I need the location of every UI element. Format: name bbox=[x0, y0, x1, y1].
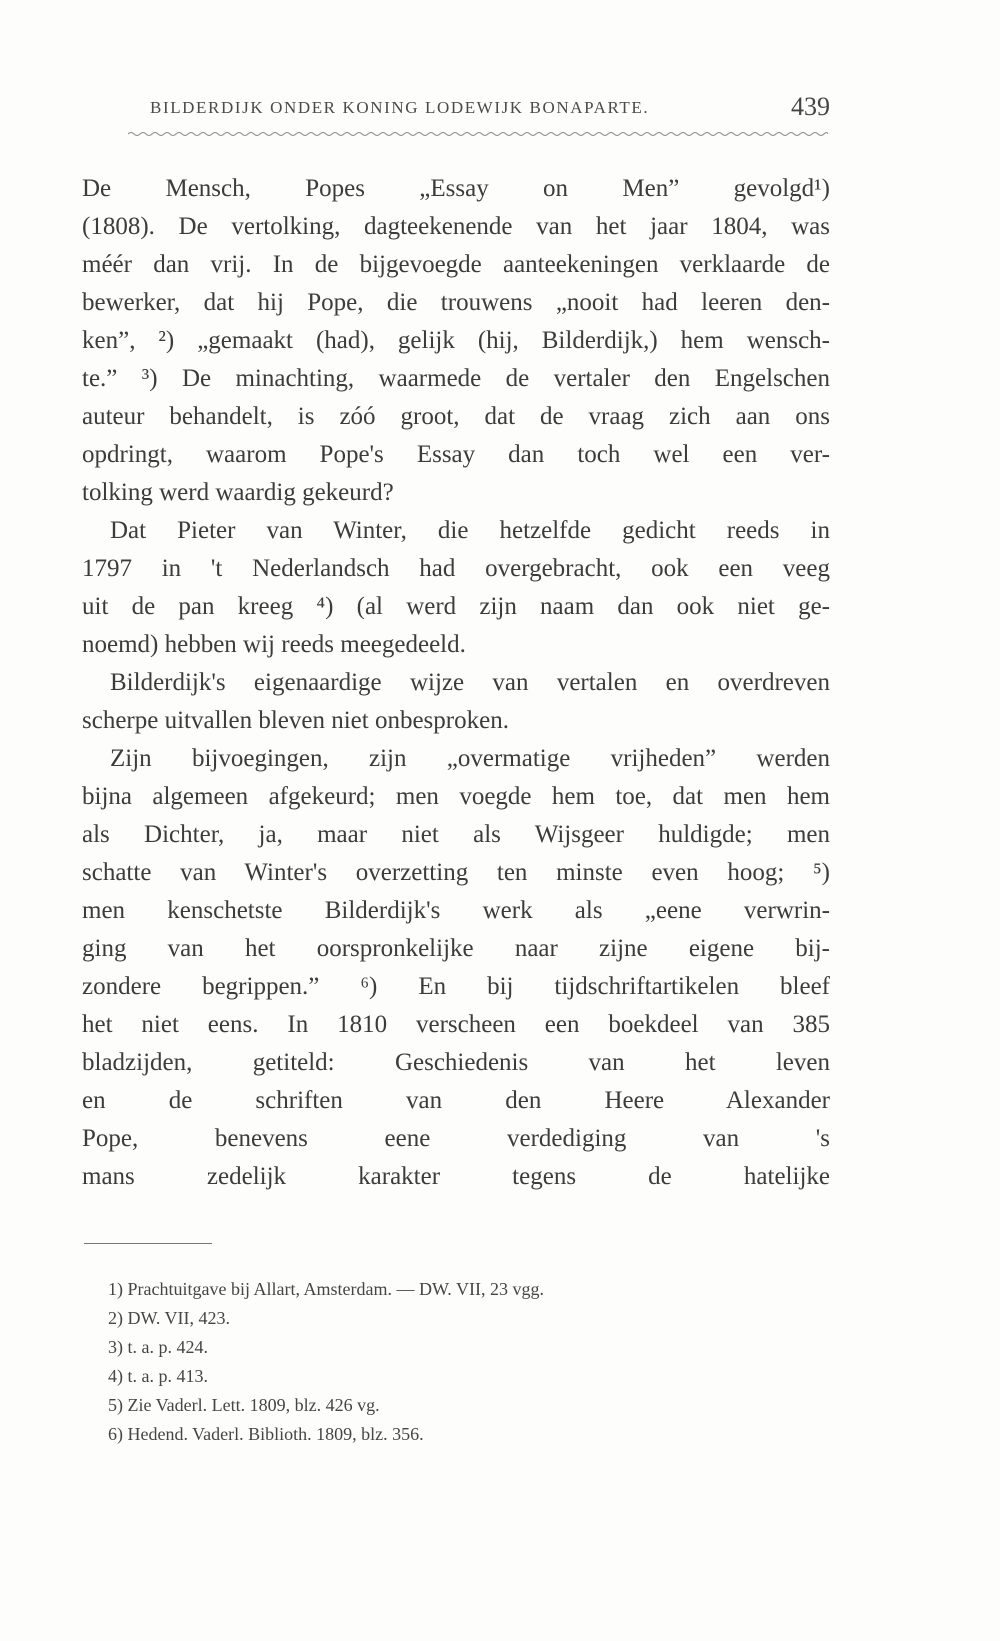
body-line: De Mensch, Popes „Essay on Men” gevolgd¹) bbox=[82, 175, 830, 202]
body-line: men kenschetste Bilderdijk's werk als „eene verwrin- bbox=[82, 897, 830, 924]
body-line: te.” ³) De minachting, waarmede de vertaler den Engelschen bbox=[82, 365, 830, 392]
body-text bbox=[82, 170, 830, 1196]
footnote: 6) Hedend. Vaderl. Biblioth. 1809, blz. 356. bbox=[108, 1424, 424, 1444]
page-number: 439 bbox=[791, 92, 830, 121]
body-line: en de schriften van den Heere Alexander bbox=[82, 1087, 830, 1114]
body-line: het niet eens. In 1810 verscheen een boekdeel van 385 bbox=[82, 1011, 830, 1038]
body-line: auteur behandelt, is zóó groot, dat de vraag zich aan ons bbox=[82, 403, 830, 430]
footnotes bbox=[108, 1275, 748, 1449]
body-line: méér dan vrij. In de bijgevoegde aanteekeningen verklaarde de bbox=[82, 251, 830, 278]
body-line: bewerker, dat hij Pope, die trouwens „nooit had leeren den- bbox=[82, 289, 830, 316]
body-line: uit de pan kreeg ⁴) (al werd zijn naam dan ook niet ge- bbox=[82, 593, 830, 620]
body-line: als Dichter, ja, maar niet als Wijsgeer huldigde; men bbox=[82, 821, 830, 848]
running-head bbox=[150, 92, 830, 132]
body-line: opdringt, waarom Pope's Essay dan toch wel een ver- bbox=[82, 441, 830, 468]
body-line: ken”, ²) „gemaakt (had), gelijk (hij, Bilderdijk,) hem wensch- bbox=[82, 327, 830, 354]
body-line: mans zedelijk karakter tegens de hatelijke bbox=[82, 1163, 830, 1190]
body-line: bijna algemeen afgekeurd; men voegde hem toe, dat men hem bbox=[82, 783, 830, 810]
body-line: bladzijden, getiteld: Geschiedenis van het leven bbox=[82, 1049, 830, 1076]
body-line: zondere begrippen.” ⁶) En bij tijdschriftartikelen bleef bbox=[82, 973, 830, 1000]
body-line: Dat Pieter van Winter, die hetzelfde gedicht reeds in bbox=[110, 517, 830, 544]
body-line: tolking werd waardig gekeurd? bbox=[82, 479, 394, 506]
body-line: (1808). De vertolking, dagteekenende van het jaar 1804, was bbox=[82, 213, 830, 240]
running-title: BILDERDIJK ONDER KONING LODEWIJK BONAPARTE. bbox=[150, 98, 650, 117]
header-ornamental-rule bbox=[128, 130, 828, 138]
body-line: Zijn bijvoegingen, zijn „overmatige vrijheden” werden bbox=[110, 745, 830, 772]
body-line: 1797 in 't Nederlandsch had overgebracht, ook een veeg bbox=[82, 555, 830, 582]
body-line: schatte van Winter's overzetting ten minste even hoog; ⁵) bbox=[82, 859, 830, 886]
footnote: 4) t. a. p. 413. bbox=[108, 1366, 208, 1386]
footnote: 3) t. a. p. 424. bbox=[108, 1337, 208, 1357]
body-line: scherpe uitvallen bleven niet onbesproken. bbox=[82, 707, 509, 734]
footnote-separator bbox=[84, 1243, 212, 1244]
footnote: 1) Prachtuitgave bij Allart, Amsterdam. — DW. VII, 23 vgg. bbox=[108, 1279, 544, 1299]
body-line: noemd) hebben wij reeds meegedeeld. bbox=[82, 631, 466, 658]
body-line: Bilderdijk's eigenaardige wijze van vertalen en overdreven bbox=[110, 669, 830, 696]
footnote: 5) Zie Vaderl. Lett. 1809, blz. 426 vg. bbox=[108, 1395, 380, 1415]
body-line: ging van het oorspronkelijke naar zijne eigene bij- bbox=[82, 935, 830, 962]
footnote: 2) DW. VII, 423. bbox=[108, 1308, 230, 1328]
body-line: Pope, benevens eene verdediging van 's bbox=[82, 1125, 830, 1152]
